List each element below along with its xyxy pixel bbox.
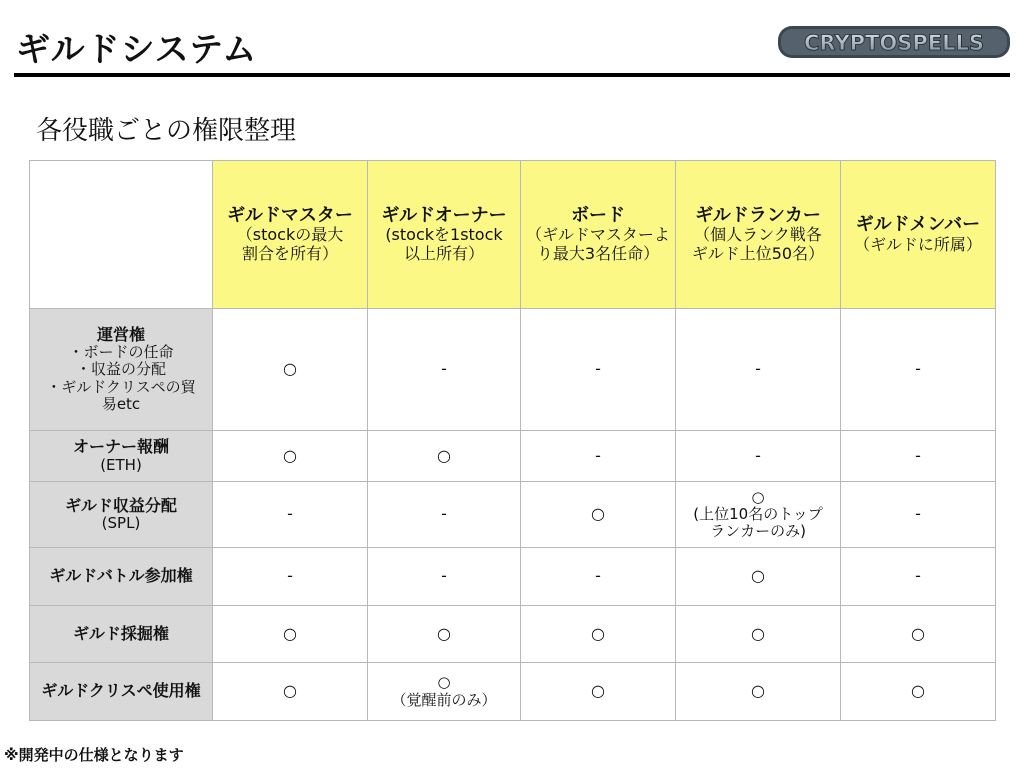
cell-mark: ○ [591, 681, 605, 701]
cell-mark: - [595, 445, 601, 465]
table-cell [676, 309, 841, 431]
column-name: ギルドランカー [695, 204, 821, 226]
column-note: （個人ランク戦各 ギルド上位50名） [691, 225, 825, 263]
table-cell [521, 431, 676, 482]
cell-mark: ○ [751, 487, 765, 506]
cell-mark: ○ [751, 623, 765, 643]
row-header-management-rights [30, 309, 213, 431]
cell-note: (上位10名のトップ ランカーのみ) [693, 504, 823, 541]
table-cell [213, 663, 368, 721]
logo-text: CRYPTOSPELLS [804, 31, 984, 55]
cell-mark: ○ [751, 566, 765, 586]
table-cell [368, 663, 521, 721]
table-cell [841, 482, 996, 548]
row-header-guild-battle-entry [30, 548, 213, 606]
cell-mark: ○ [591, 623, 605, 643]
cell-mark: ○ [283, 681, 297, 701]
cell-mark: - [755, 359, 761, 379]
col-header-guild-master [213, 161, 368, 309]
cell-mark: - [595, 566, 601, 586]
corner-cell [30, 161, 213, 309]
column-note: （ギルドマスターよ り最大3名任命） [526, 225, 670, 263]
column-name: ギルドオーナー [381, 204, 507, 226]
table-row [30, 431, 996, 482]
table-cell [213, 309, 368, 431]
table-cell [841, 548, 996, 606]
row-name: ギルド収益分配 [65, 495, 177, 515]
col-header-guild-member [841, 161, 996, 309]
cell-mark: ○ [591, 504, 605, 524]
table-cell [676, 482, 841, 548]
table-cell [521, 663, 676, 721]
cell-mark: ○ [911, 681, 925, 701]
table-cell [213, 548, 368, 606]
cell-mark: - [915, 445, 921, 465]
footnote: ※開発中の仕様となります [4, 746, 184, 764]
column-name: ボード [571, 204, 625, 226]
col-header-guild-owner [368, 161, 521, 309]
cell-mark: ○ [437, 445, 451, 465]
table-row [30, 663, 996, 721]
table-cell [213, 482, 368, 548]
row-note: (ETH) [100, 455, 142, 474]
section-subtitle: 各役職ごとの権限整理 [36, 116, 297, 146]
row-note: (SPL) [101, 514, 141, 533]
table-row [30, 309, 996, 431]
cell-mark: - [287, 504, 293, 524]
table-cell [676, 606, 841, 663]
table-cell [521, 482, 676, 548]
cell-mark: ○ [283, 359, 297, 379]
cell-mark: ○ [751, 681, 765, 701]
cell-mark: - [755, 445, 761, 465]
table-cell [841, 309, 996, 431]
table-row [30, 606, 996, 663]
row-note: ・ボードの任命 ・収益の分配 ・ギルドクリスペの貿 易etc [46, 343, 196, 413]
table-cell [676, 548, 841, 606]
row-header-guild-mining [30, 606, 213, 663]
table-cell [368, 431, 521, 482]
cryptospells-logo [776, 20, 1012, 64]
cell-mark: - [441, 504, 447, 524]
table-row [30, 482, 996, 548]
column-note: （ギルドに所属） [854, 234, 982, 254]
row-name: ギルドクリスペ使用権 [41, 681, 201, 701]
col-header-guild-ranker [676, 161, 841, 309]
row-name: 運営権 [96, 324, 145, 344]
cell-mark: - [915, 359, 921, 379]
column-name: ギルドメンバー [855, 213, 981, 235]
table-cell [368, 309, 521, 431]
cell-mark: - [595, 359, 601, 379]
row-name: オーナー報酬 [72, 437, 169, 457]
row-name: ギルド採掘権 [73, 623, 169, 643]
table-cell [521, 606, 676, 663]
row-header-owner-reward [30, 431, 213, 482]
table-cell [676, 431, 841, 482]
cell-note: （覚醒前のみ） [391, 690, 497, 709]
slide-title: ギルドシステム [16, 30, 258, 70]
cell-mark: ○ [283, 623, 297, 643]
cell-mark: ○ [437, 673, 451, 692]
title-divider [14, 73, 1010, 77]
column-note: （stockの最大 割合を所有） [236, 225, 344, 263]
table-cell [841, 663, 996, 721]
permissions-table [29, 160, 996, 721]
cell-mark: ○ [911, 623, 925, 643]
cell-mark: - [915, 504, 921, 524]
cell-mark: - [915, 566, 921, 586]
row-header-guild-revenue-share [30, 482, 213, 548]
table-cell [213, 606, 368, 663]
row-name: ギルドバトル参加権 [49, 566, 193, 586]
table-cell [368, 606, 521, 663]
cell-mark: ○ [437, 623, 451, 643]
table-cell [213, 431, 368, 482]
cell-mark: ○ [283, 445, 297, 465]
table-cell [841, 431, 996, 482]
cell-mark: - [441, 359, 447, 379]
cell-mark: - [287, 566, 293, 586]
table-cell [676, 663, 841, 721]
table-cell [841, 606, 996, 663]
table-cell [368, 548, 521, 606]
cell-mark: - [441, 566, 447, 586]
table-cell [368, 482, 521, 548]
logo-graphic [776, 20, 1012, 64]
column-name: ギルドマスター [227, 204, 353, 226]
header-row [30, 161, 996, 309]
table-cell [521, 548, 676, 606]
table-row [30, 548, 996, 606]
row-header-guild-crispe-usage [30, 663, 213, 721]
table-cell [521, 309, 676, 431]
column-note: (stockを1stock 以上所有） [385, 225, 503, 263]
col-header-board [521, 161, 676, 309]
